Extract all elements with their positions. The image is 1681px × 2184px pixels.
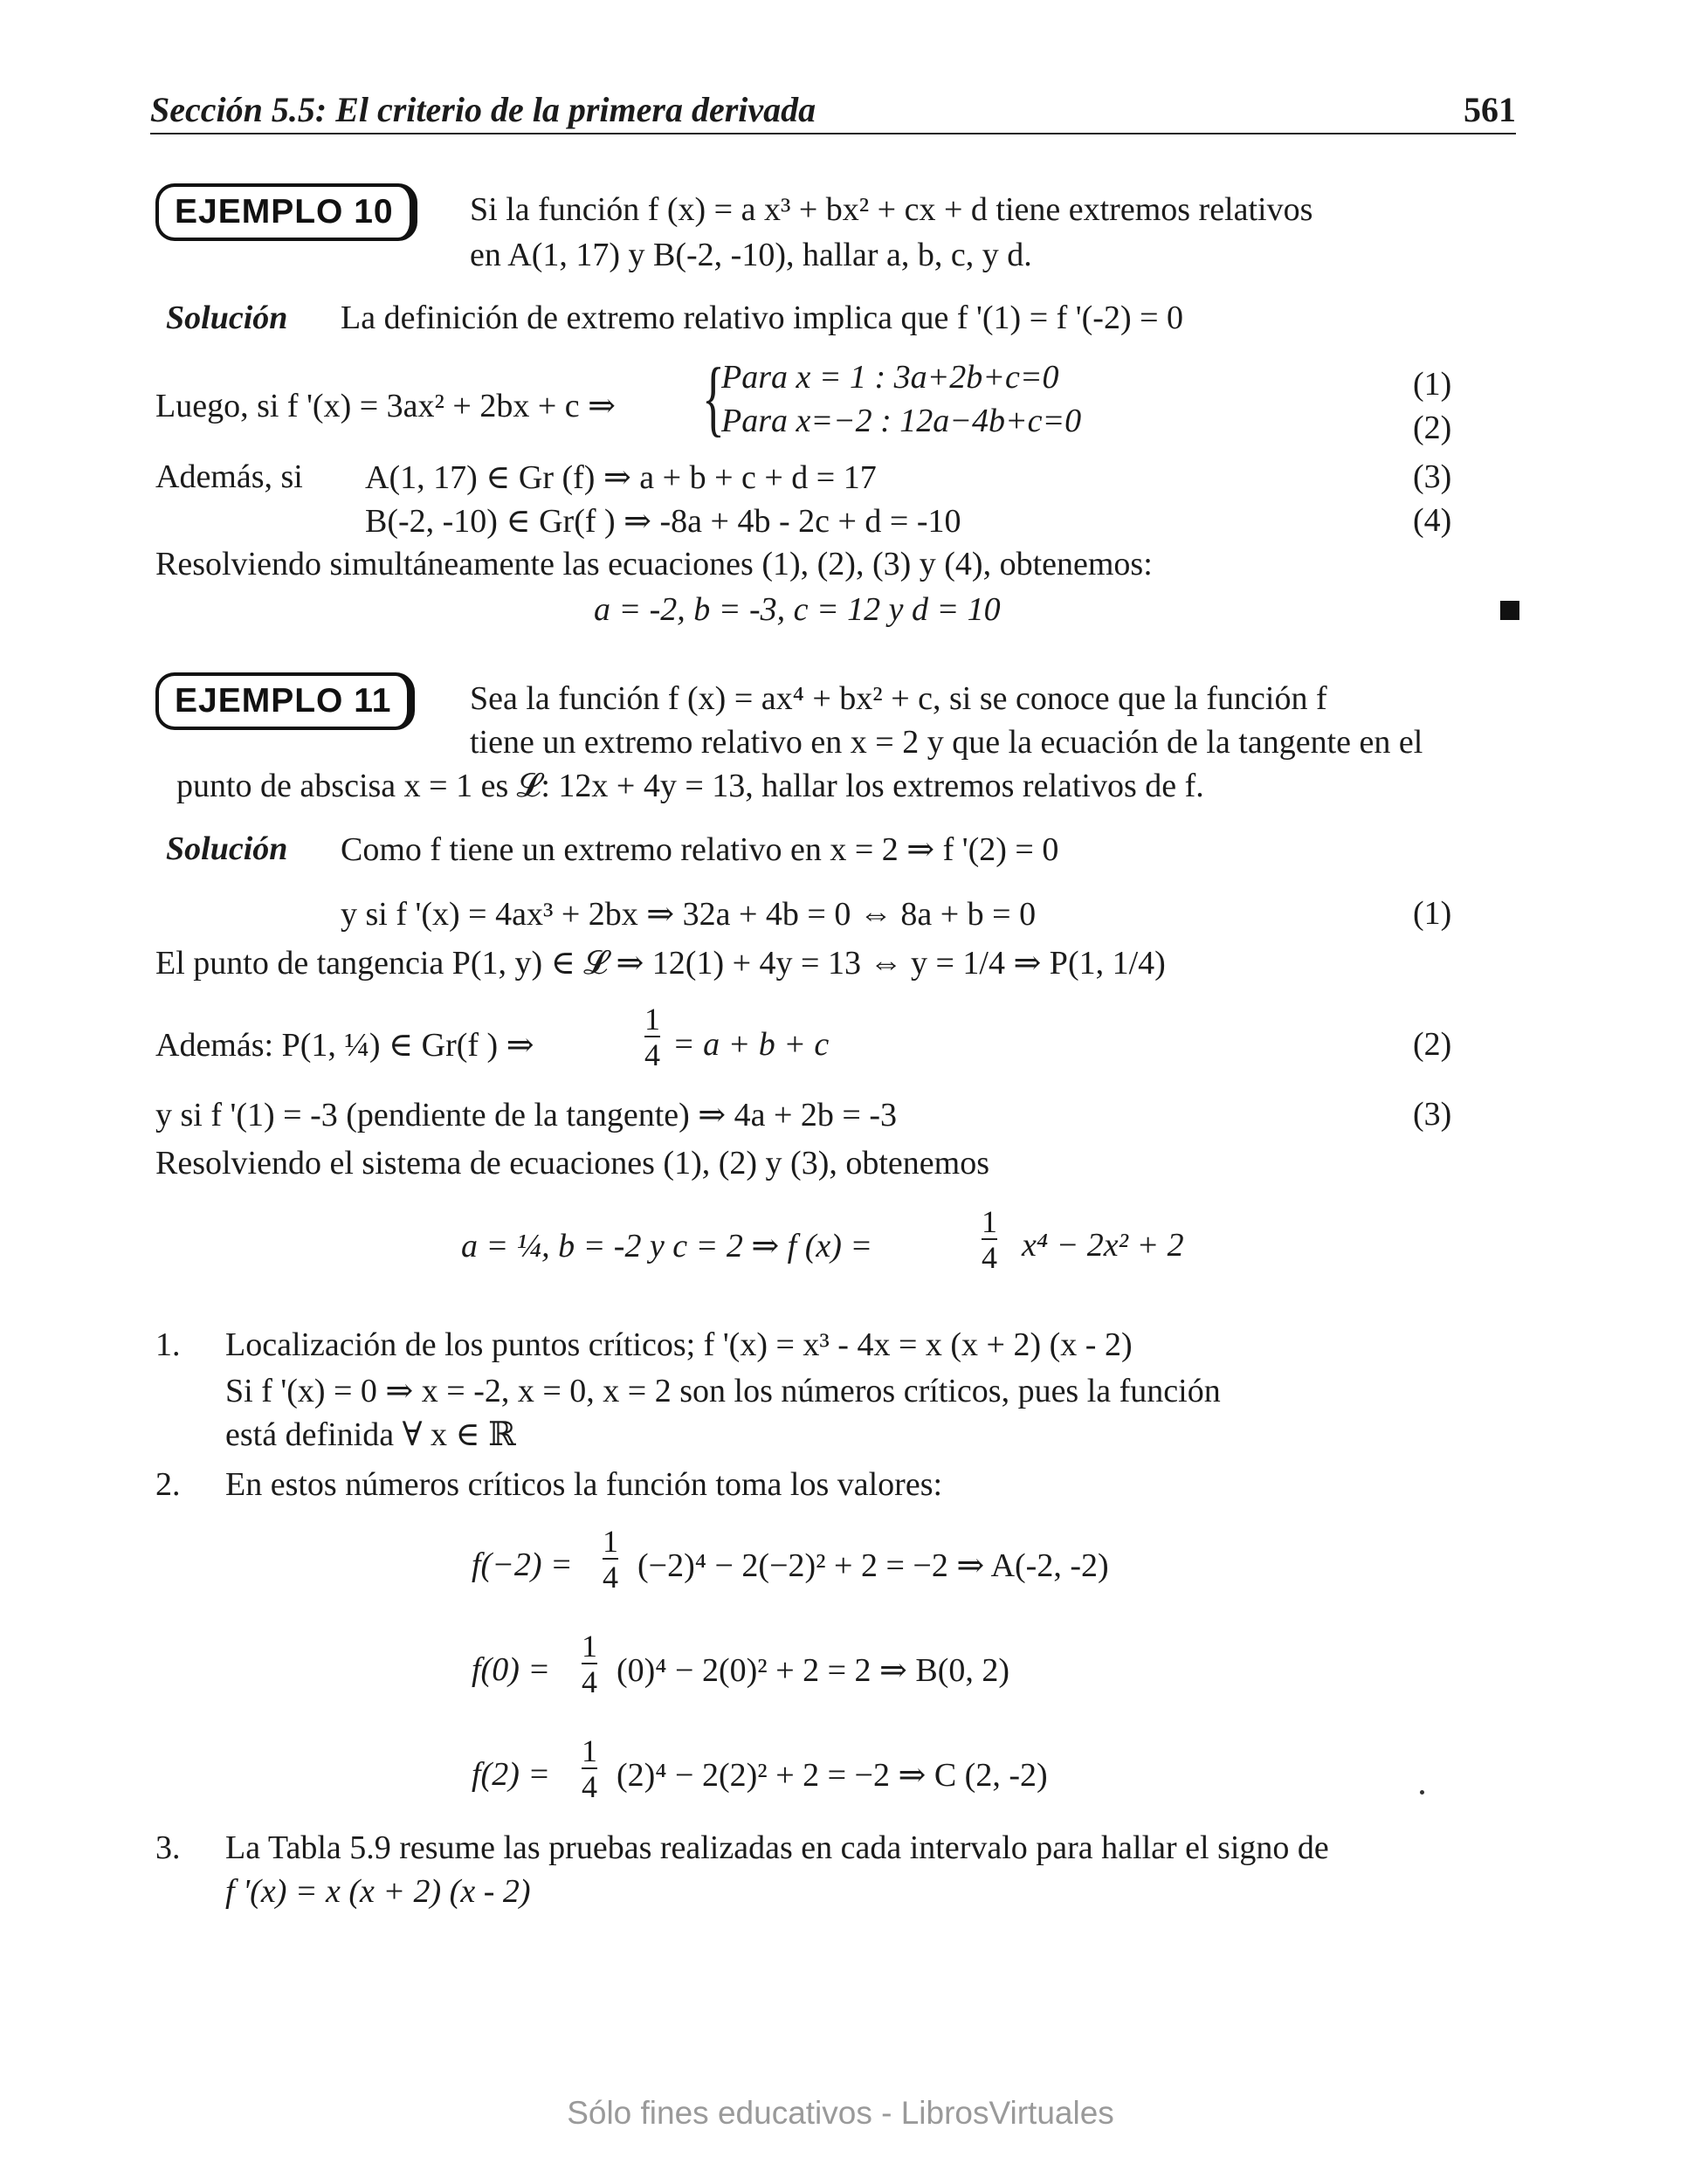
eq-number: (1): [1413, 366, 1452, 403]
eval-prefix: f(−2) =: [472, 1547, 573, 1583]
page-header: [150, 87, 1516, 134]
step-2-text: En estos números críticos la función toma los valores:: [225, 1466, 943, 1503]
example-11-statement-line3: punto de abscisa x = 1 es 𝓛: 12x + 4y = 13, hallar los extremos relativos de f.: [176, 768, 1204, 804]
solution-label-11: Solución: [166, 830, 288, 867]
fraction-one-quarter: 1 4: [582, 1629, 597, 1699]
eq-number: (3): [1413, 1096, 1452, 1133]
step-number: 3.: [155, 1829, 181, 1866]
eq-number: (1): [1413, 895, 1452, 932]
stray-dot: [1420, 1790, 1424, 1795]
luego-derivative: Luego, si f '(x) = 3ax² + 2bx + c ⇒: [155, 388, 616, 424]
line-punto-tangencia: El punto de tangencia P(1, y) ∈ 𝓛 ⇒ 12(1) + 4y = 13 ⇔ y = 1/4 ⇒ P(1, 1/4): [155, 945, 1166, 982]
fraction-one-quarter: 1 4: [603, 1524, 618, 1595]
resolviendo-11: Resolviendo el sistema de ecuaciones (1), (2) y (3), obtenemos: [155, 1145, 989, 1182]
example-10-statement-line1: Si la función f (x) = a x³ + bx² + cx + d tiene extremos relativos: [470, 191, 1313, 228]
fraction-one-quarter: 1 4: [582, 1733, 597, 1804]
line-ysi: y si f '(x) = 4ax³ + 2bx ⇒ 32a + 4b = 0 ⇔ 8a + b = 0: [341, 896, 1037, 933]
eval-suffix: (−2)⁴ − 2(−2)² + 2 = −2 ⇒ A(-2, -2): [637, 1547, 1109, 1584]
system-brace: {: [702, 351, 725, 445]
step-number: 1.: [155, 1326, 181, 1363]
eq-number: (3): [1413, 458, 1452, 495]
solution-label-10: Solución: [166, 300, 288, 336]
step-1-line3: está definida ∀ x ∈ ℝ: [225, 1416, 516, 1453]
resolviendo-10: Resolviendo simultáneamente las ecuaciones (1), (2), (3) y (4), obtenemos:: [155, 546, 1153, 582]
step-1-line2: Si f '(x) = 0 ⇒ x = -2, x = 0, x = 2 son los números críticos, pues la función: [225, 1373, 1221, 1409]
ademas-eq-3: A(1, 17) ∈ Gr (f) ⇒ a + b + c + d = 17: [365, 459, 877, 496]
example-11-statement-line1: Sea la función f (x) = ax⁴ + bx² + c, si se conoce que la función f: [470, 680, 1327, 717]
system-eq-1: Para x = 1 : 3a+2b+c=0: [721, 359, 1059, 396]
result-11-prefix: a = ¼, b = -2 y c = 2 ⇒ f (x) =: [461, 1228, 873, 1264]
ademas-11-suffix: = a + b + c: [672, 1026, 830, 1063]
fraction-one-quarter: 1 4: [982, 1204, 997, 1275]
step-3-line1: La Tabla 5.9 resume las pruebas realizadas en cada intervalo para hallar el signo de: [225, 1829, 1329, 1866]
eq-number: (2): [1413, 410, 1452, 446]
example-11-badge: EJEMPLO 11: [155, 672, 415, 730]
step-1-line1: Localización de los puntos críticos; f '(x) = x³ - 4x = x (x + 2) (x - 2): [225, 1326, 1133, 1363]
ademas-label-10: Además, si: [155, 458, 303, 495]
eq-number: (4): [1413, 502, 1452, 539]
eval-prefix: f(0) =: [472, 1651, 551, 1688]
result-10: a = -2, b = -3, c = 12 y d = 10: [594, 591, 1001, 628]
eval-prefix: f(2) =: [472, 1756, 551, 1793]
solution-text-10: La definición de extremo relativo implica que f '(1) = f '(-2) = 0: [341, 300, 1184, 336]
eval-suffix: (2)⁴ − 2(2)² + 2 = −2 ⇒ C (2, -2): [617, 1757, 1048, 1794]
step-3-line2: f '(x) = x (x + 2) (x - 2): [225, 1873, 531, 1910]
eq-number: (2): [1413, 1026, 1452, 1063]
system-eq-2: Para x=−2 : 12a−4b+c=0: [721, 403, 1082, 439]
example-10-badge: EJEMPLO 10: [155, 183, 417, 241]
solution-text-11: Como f tiene un extremo relativo en x = 2 ⇒ f '(2) = 0: [341, 831, 1059, 868]
example-11-statement-line2: tiene un extremo relativo en x = 2 y que la ecuación de la tangente en el: [470, 724, 1423, 761]
eval-suffix: (0)⁴ − 2(0)² + 2 = 2 ⇒ B(0, 2): [617, 1652, 1010, 1689]
ademas-11-prefix: Además: P(1, ¼) ∈ Gr(f ) ⇒: [155, 1027, 534, 1064]
line-pendiente: y si f '(1) = -3 (pendiente de la tangente) ⇒ 4a + 2b = -3: [155, 1097, 897, 1133]
step-number: 2.: [155, 1466, 181, 1503]
footer-watermark: Sólo fines educativos - LibrosVirtuales: [567, 2095, 1114, 2131]
section-title: Sección 5.5: El criterio de la primera derivada: [150, 90, 816, 129]
fraction-one-quarter: 1 4: [644, 1002, 660, 1072]
page-number: 561: [1464, 90, 1516, 129]
qed-square-icon: [1500, 601, 1519, 620]
ademas-eq-4: B(-2, -10) ∈ Gr(f ) ⇒ -8a + 4b - 2c + d = -10: [365, 503, 961, 540]
result-11-suffix: x⁴ − 2x² + 2: [1022, 1227, 1184, 1264]
example-10-statement-line2: en A(1, 17) y B(-2, -10), hallar a, b, c, y d.: [470, 237, 1032, 273]
